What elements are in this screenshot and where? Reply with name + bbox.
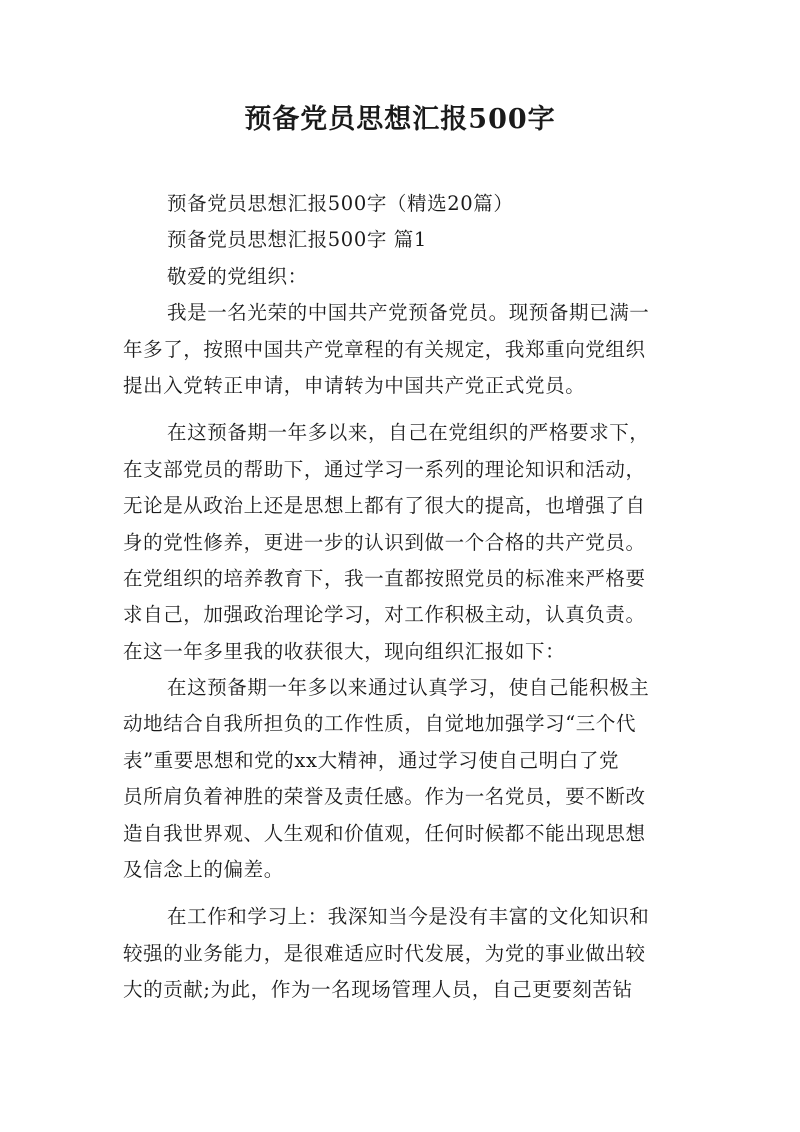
- text-line: 在支部党员的帮助下，通过学习一系列的理论知识和活动，: [123, 457, 646, 481]
- text-line: 大的贡献;为此，作为一名现场管理人员，自己更要刻苦钻: [123, 978, 633, 1002]
- text-line: 在党组织的培养教育下，我一直都按照党员的标准来严格要: [123, 566, 646, 590]
- text-line: 较强的业务能力，是很难适应时代发展，为党的事业做出较: [123, 941, 646, 965]
- text-line: 身的党性修养，更进一步的认识到做一个合格的共产党员。: [123, 530, 646, 554]
- text-line: 年多了，按照中国共产党章程的有关规定，我郑重向党组织: [123, 337, 646, 361]
- text-line: 造自我世界观、人生观和价值观，任何时候都不能出现思想: [123, 821, 646, 845]
- text-line: 在工作和学习上：我深知当今是没有丰富的文化知识和: [167, 905, 650, 929]
- text-line: 在这一年多里我的收获很大，现向组织汇报如下：: [123, 639, 566, 663]
- text-line: 无论是从政治上还是思想上都有了很大的提高，也增强了自: [123, 494, 646, 518]
- text-line: 敬爱的党组织：: [167, 264, 308, 288]
- text-line: 动地结合自我所担负的工作性质，自觉地加强学习“三个代: [123, 712, 637, 736]
- text-line: 我是一名光荣的中国共产党预备党员。现预备期已满一: [167, 301, 650, 325]
- text-line: 在这预备期一年多以来通过认真学习，使自己能积极主: [167, 676, 650, 700]
- text-line: 在这预备期一年多以来，自己在党组织的严格要求下，: [167, 421, 650, 445]
- text-line: 提出入党转正申请，申请转为中国共产党正式党员。: [123, 373, 586, 397]
- text-line: 表”重要思想和党的xx大精神，通过学习使自己明白了党: [123, 748, 620, 772]
- document-title: 预备党员思想汇报500字: [244, 104, 556, 135]
- text-line: 员所肩负着神胜的荣誉及责任感。作为一名党员，要不断改: [123, 785, 646, 809]
- paragraph-gap: [123, 888, 686, 899]
- text-line: 及信念上的偏差。: [123, 858, 284, 882]
- text-line: 预备党员思想汇报500字 篇1: [167, 228, 427, 252]
- paragraph-gap: [123, 404, 686, 415]
- text-line: 求自己，加强政治理论学习，对工作积极主动，认真负责。: [123, 603, 646, 627]
- text-line: 预备党员思想汇报500字（精选20篇）: [167, 192, 514, 215]
- document-body: [123, 186, 686, 1009]
